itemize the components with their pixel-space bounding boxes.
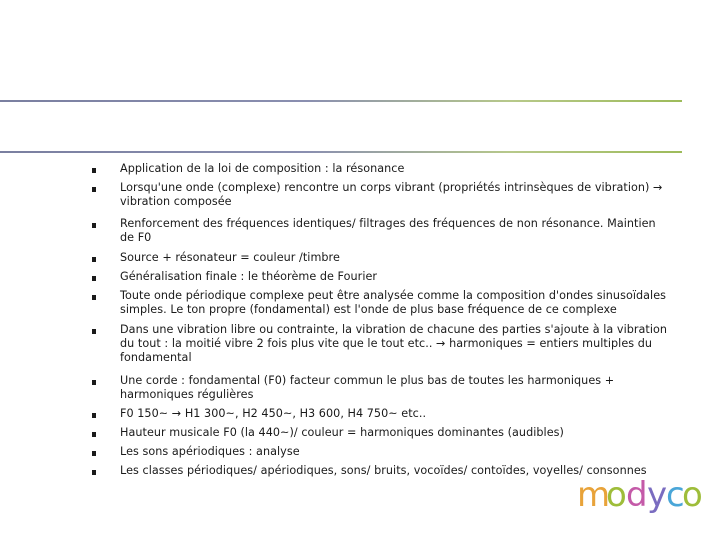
bullet-text: Les classes périodiques/ apériodiques, sons/ bruits, vocoïdes/ contoïdes, voyelles/ consonnes — [120, 464, 647, 477]
bullet-text: Lorsqu'une onde (complexe) rencontre un corps vibrant (propriétés intrinsèques de vibration) → vibration composée — [120, 181, 663, 208]
bullet-marker — [92, 470, 96, 475]
bullet-text: Hauteur musicale F0 (la 440~)/ couleur = harmoniques dominantes (audibles) — [120, 426, 564, 439]
bullet-text: Application de la loi de composition : la résonance — [120, 162, 405, 175]
modyco-logo — [577, 475, 703, 516]
logo-letter-o2: o — [682, 475, 703, 515]
bullet-marker — [92, 295, 96, 300]
bullet-text: F0 150~ → H1 300~, H2 450~, H3 600, H4 750~ etc.. — [120, 407, 427, 420]
title-divider — [0, 151, 682, 153]
logo-letter-o: o — [606, 475, 627, 515]
logo-letter-d: d — [626, 475, 648, 515]
bullet-marker — [92, 329, 96, 334]
logo-letter-c: c — [666, 475, 685, 515]
bullet-text: Source + résonateur = couleur /timbre — [120, 251, 340, 264]
bullet-marker — [92, 413, 96, 418]
bullet-marker — [92, 187, 96, 192]
bullet-marker — [92, 168, 96, 173]
bullet-text: Une corde : fondamental (F0) facteur commun le plus bas de toutes les harmoniques + harmoniques régulières — [120, 374, 615, 401]
bullet-marker — [92, 257, 96, 262]
bullet-text: Dans une vibration libre ou contrainte, la vibration de chacune des parties s'ajoute à la vibration du tout : la moitié vibre 2 fois plus vite que le tout etc.. → harmoniques = entiers multiples du fondamental — [120, 323, 668, 364]
bullet-text: Renforcement des fréquences identiques/ filtrages des fréquences de non résonance. Maintien de F0 — [120, 217, 656, 244]
bullet-marker — [92, 451, 96, 456]
bullet-text: Les sons apériodiques : analyse — [120, 445, 300, 458]
bullet-marker — [92, 276, 96, 281]
logo-letter-m: m — [577, 475, 611, 515]
bullet-marker — [92, 432, 96, 437]
bullet-marker — [92, 380, 96, 385]
top-divider — [0, 100, 682, 102]
bullet-text: Généralisation finale : le théorème de Fourier — [120, 270, 378, 283]
bullet-marker — [92, 223, 96, 228]
logo-letter-y: y — [647, 475, 668, 515]
bullet-text: Toute onde périodique complexe peut être analysée comme la composition d'ondes sinusoïdales simples. Le ton propre (fondamental) est l'onde de plus base fréquence de ce complexe — [120, 289, 667, 316]
